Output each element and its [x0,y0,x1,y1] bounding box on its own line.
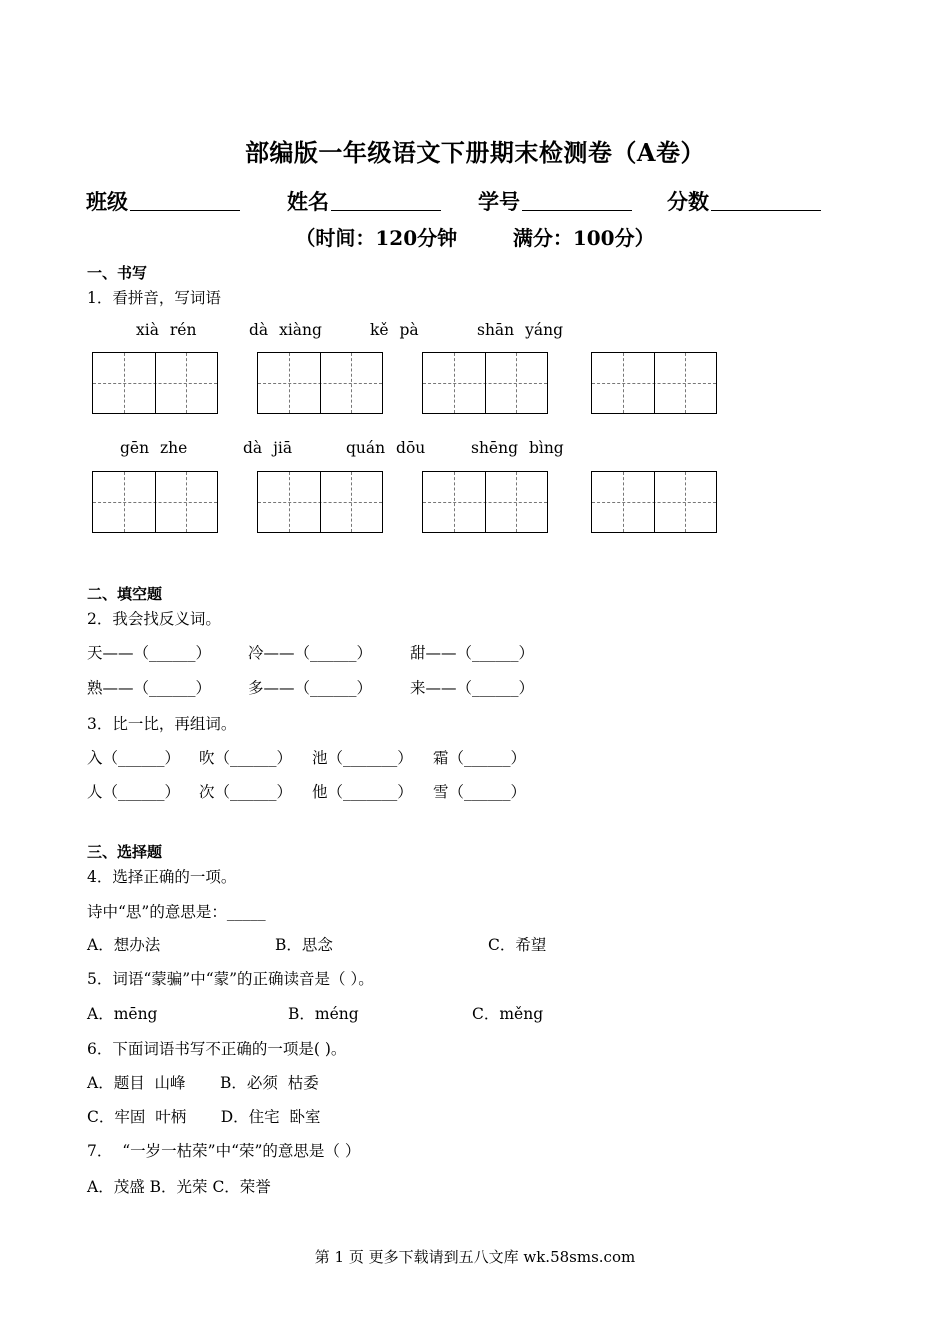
q7-options[interactable]: A．茂盛 B．光荣 C．荣誉 [87,1178,271,1196]
q6-options-ab[interactable]: A．题目 山峰 B．必须 枯委 [87,1074,319,1092]
section-fill-blank: 二、填空题 [87,585,163,603]
antonym-item[interactable]: 多——（______） [248,679,373,697]
page-title: 部编版一年级语文下册期末检测卷（A卷） [244,138,706,167]
student-id-label: 学号 [478,189,520,214]
class-label: 班级 [86,189,128,214]
question-4-stem: 诗中“思”的意思是：_____ [87,903,266,921]
q5-option-b[interactable]: B．méng [288,1005,359,1023]
page-footer: 第 1 页 更多下载请到五八文库 wk.58sms.com [314,1248,636,1266]
section-writing: 一、书写 [87,264,148,282]
class-blank[interactable] [130,209,240,211]
antonym-item[interactable]: 来——（______） [410,679,535,697]
word-group-item[interactable]: 人（______） [87,783,181,801]
q4-option-a[interactable]: A．想办法 [87,936,161,954]
writing-grid[interactable] [422,352,548,414]
word-group-item[interactable]: 池（_______） [312,749,413,767]
q4-option-b[interactable]: B．思念 [275,936,333,954]
q6-options-cd[interactable]: C．牢固 叶柄 D．住宅 卧室 [87,1108,321,1126]
word-group-item[interactable]: 霜（______） [433,749,527,767]
pinyin-7: quán dōu [346,439,426,457]
q5-option-c[interactable]: C．měng [472,1005,544,1023]
antonym-item[interactable]: 天——（______） [87,644,212,662]
pinyin-2: dà xiàng [249,321,322,339]
score-field [667,186,821,216]
writing-grid[interactable] [92,471,218,533]
question-1-prompt: 1．看拼音，写词语 [87,289,221,307]
writing-grid[interactable] [92,352,218,414]
antonym-item[interactable]: 冷——（______） [248,644,373,662]
writing-grid[interactable] [257,352,383,414]
pinyin-6: dà jiā [243,439,293,457]
name-label: 姓名 [287,189,329,214]
question-2-prompt: 2．我会找反义词。 [87,610,221,628]
word-group-item[interactable]: 吹（______） [199,749,293,767]
writing-grid[interactable] [257,471,383,533]
score-label: 分数 [667,189,709,214]
pinyin-8: shēng bìng [471,439,564,457]
word-group-item[interactable]: 他（_______） [312,783,413,801]
question-5-prompt: 5．词语“蒙骗”中“蒙”的正确读音是（ ）。 [87,970,374,988]
writing-grid[interactable] [422,471,548,533]
student-id-field [478,186,632,216]
antonym-item[interactable]: 甜——（______） [410,644,535,662]
pinyin-1: xià rén [136,321,197,339]
word-group-item[interactable]: 雪（______） [433,783,527,801]
antonym-item[interactable]: 熟——（______） [87,679,212,697]
name-blank[interactable] [331,209,441,211]
question-6-prompt: 6．下面词语书写不正确的一项是( )。 [87,1040,347,1058]
section-multiple-choice: 三、选择题 [87,843,163,861]
q4-option-c[interactable]: C．希望 [488,936,547,954]
q5-option-a[interactable]: A．mēng [87,1005,158,1023]
word-group-item[interactable]: 次（______） [199,783,293,801]
pinyin-3: kě pà [370,321,419,339]
word-group-item[interactable]: 入（______） [87,749,181,767]
writing-grid[interactable] [591,352,717,414]
writing-grid[interactable] [591,471,717,533]
pinyin-4: shān yáng [477,321,563,339]
question-3-prompt: 3．比一比，再组词。 [87,715,237,733]
question-4-prompt: 4．选择正确的一项。 [87,868,237,886]
name-field [287,186,441,216]
score-blank[interactable] [711,209,821,211]
question-7-prompt: 7． “一岁一枯荣”中“荣”的意思是（ ） [87,1142,361,1160]
exam-time-score: （时间：120分钟 满分：100分） [295,226,655,250]
class-field [86,186,240,216]
pinyin-5: gēn zhe [120,439,188,457]
student-id-blank[interactable] [522,209,632,211]
